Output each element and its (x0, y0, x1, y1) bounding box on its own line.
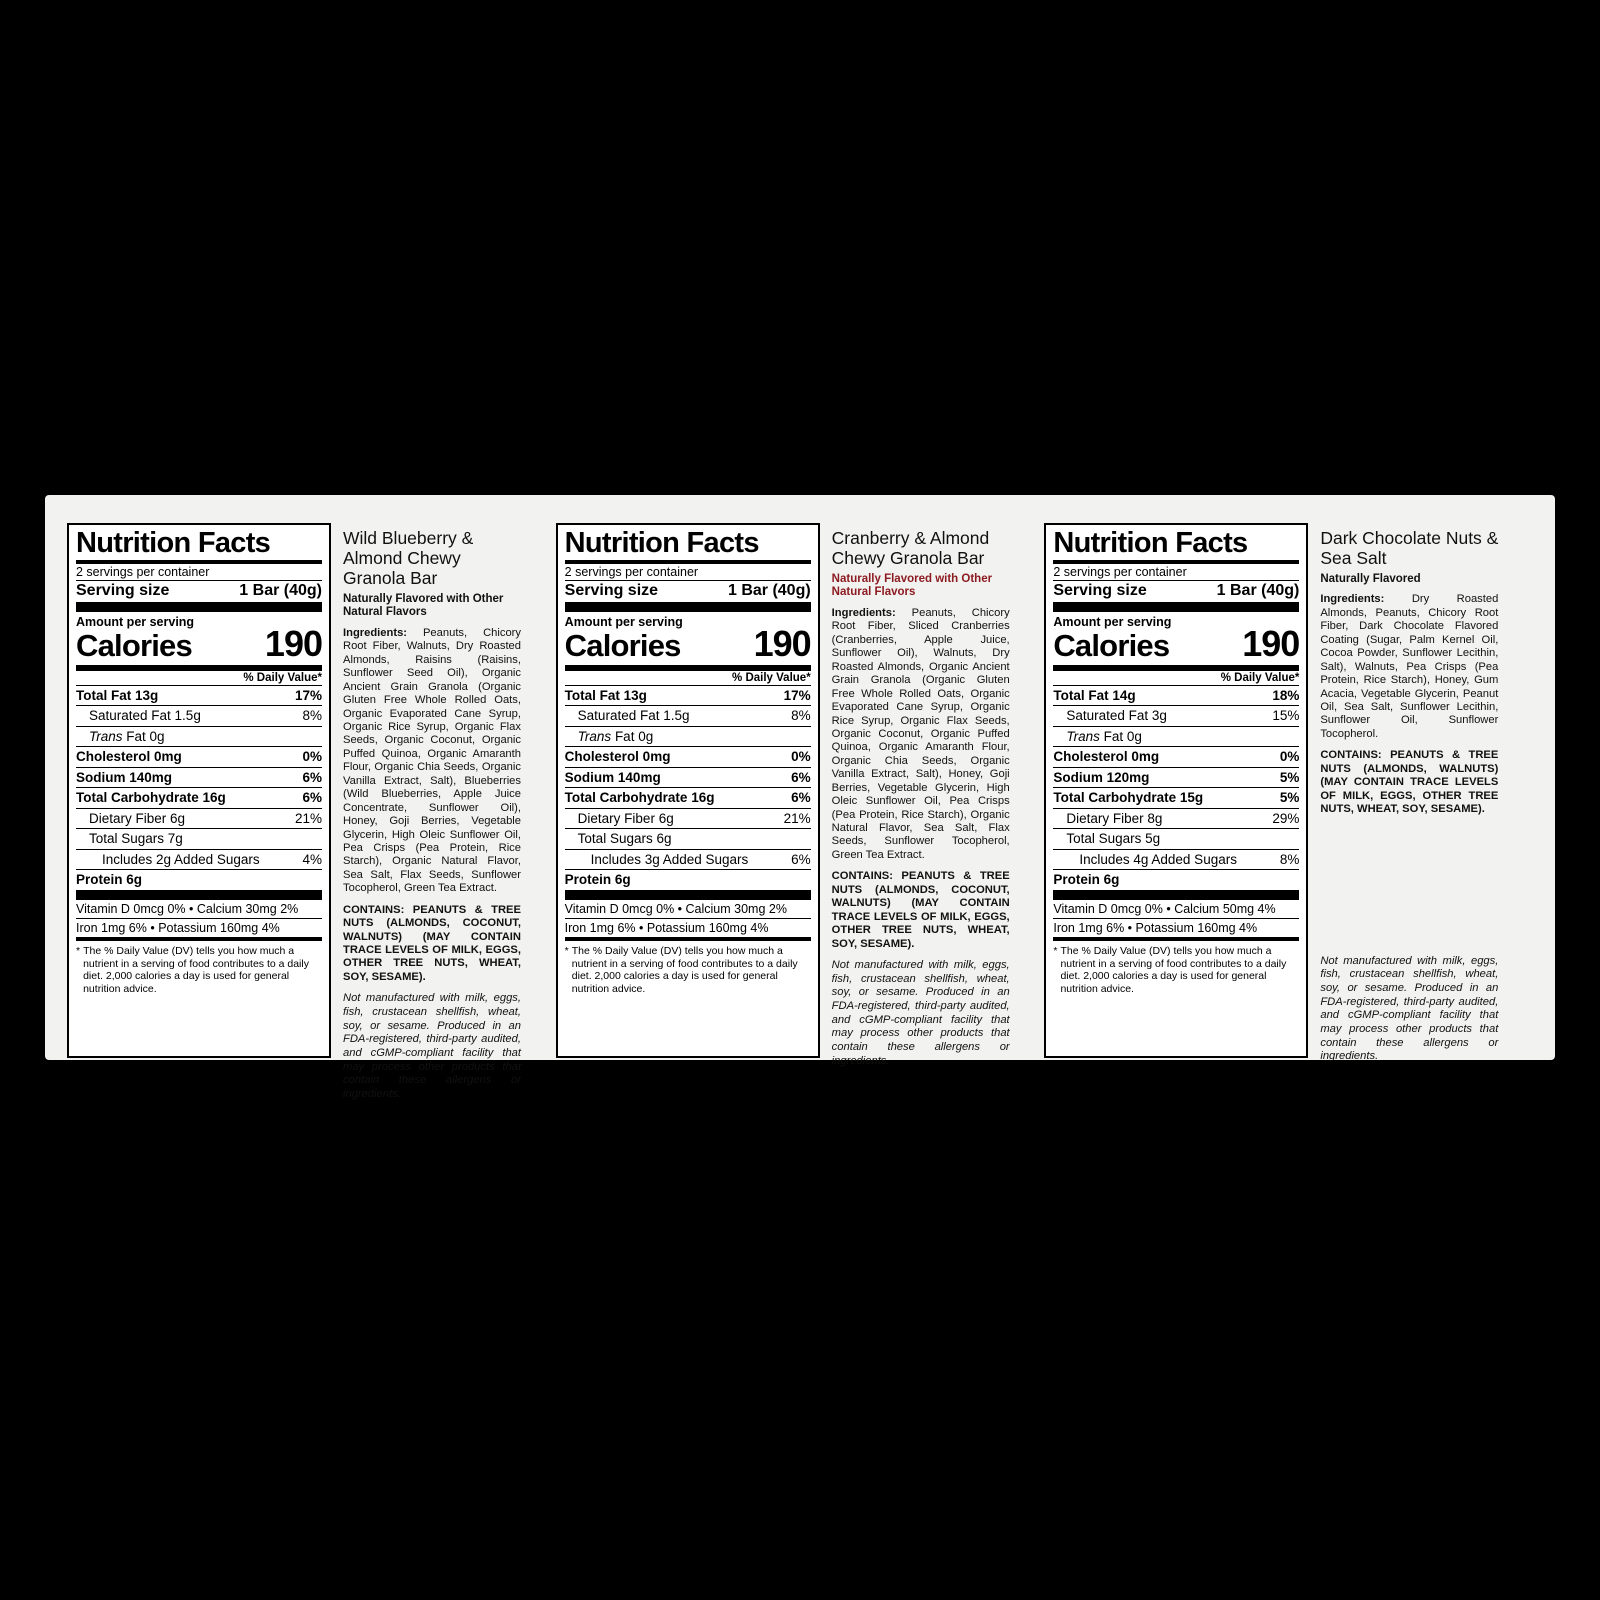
nutrient-label-1-1: Saturated Fat 1.5g (577, 708, 690, 724)
nutrient-row-0-5 (76, 788, 322, 808)
nutrient-row-2-0 (1053, 686, 1299, 706)
package-back-panel (45, 495, 1555, 1100)
nutrient-label-1-5: Total Carbohydrate 16g (564, 790, 715, 806)
nutrient-label-0-3: Cholesterol 0mg (76, 749, 182, 765)
vitamin-text-0-0: Vitamin D 0mcg 0% • Calcium 30mg 2% (76, 901, 299, 916)
not-manufactured-statement-2: Not manufactured with milk, eggs, fish, crustacean shellfish, wheat, soy, or sesame. Produced in an FDA-registered, third-party audited, and cGMP-compliant facility that may process other products that contain these allergens or ingredients. (1320, 954, 1499, 1063)
nutrient-label-2-0: Total Fat 14g (1053, 687, 1136, 703)
ingredients-label-0: Ingredients: (343, 626, 408, 639)
serving-size-label-1: Serving size (564, 581, 659, 599)
calories-row-2 (1053, 623, 1299, 665)
serving-size-label-2: Serving size (1053, 581, 1147, 599)
nutrient-row-2-1 (1053, 706, 1299, 726)
rule-under-protein-2 (1053, 890, 1299, 900)
calories-value-2: 190 (1242, 622, 1300, 664)
nutrient-label-2-3: Cholesterol 0mg (1053, 749, 1160, 765)
contains-statement-1: CONTAINS: PEANUTS & TREE NUTS (ALMONDS, COCONUT, WALNUTS) (MAY CONTAIN TRACE LEVELS OF MILK, EGGS, OTHER TREE NUTS, WHEAT, SOY, SESAME). (831, 870, 1010, 950)
nutrient-label-2-8: Includes 4g Added Sugars (1079, 851, 1237, 867)
nutrient-row-0-6 (76, 809, 322, 829)
nutrient-label-0-7: Total Sugars 7g (89, 831, 183, 847)
nutrition-facts-title-0: Nutrition Facts (76, 527, 271, 559)
nutrient-row-0-0 (76, 686, 322, 706)
nutrient-italic-prefix-2-2: Trans (1066, 728, 1100, 744)
nutrient-label-2-7: Total Sugars 5g (1066, 831, 1161, 847)
vitamin-text-2-1: Iron 1mg 6% • Potassium 160mg 4% (1053, 920, 1258, 935)
product-name-0: Wild Blueberry & Almond Chewy Granola Bar (343, 528, 474, 588)
nutrient-row-1-7 (565, 829, 811, 849)
nutrient-label-0-6: Dietary Fiber 6g (89, 810, 186, 826)
serving-size-value-2: 1 Bar (40g) (1216, 581, 1300, 599)
nutrient-label-1-4: Sodium 140mg (564, 769, 661, 785)
nutrition-facts-title-1: Nutrition Facts (564, 527, 759, 559)
nutrient-row-1-9 (565, 870, 811, 890)
vitamin-text-0-1: Iron 1mg 6% • Potassium 160mg 4% (76, 920, 280, 935)
calories-label-0: Calories (76, 627, 192, 663)
nutrient-dv-1-5: 6% (791, 790, 811, 806)
calories-row-1 (565, 623, 811, 665)
nutrient-row-0-8 (76, 850, 322, 870)
nutrient-row-2-7 (1053, 829, 1299, 849)
nutrient-dv-2-3: 0% (1279, 749, 1300, 765)
nutrient-row-0-4 (76, 768, 322, 788)
nutrient-row-0-7 (76, 829, 322, 849)
nutrient-dv-2-1: 15% (1272, 708, 1300, 724)
serving-size-label-0: Serving size (76, 581, 170, 599)
flavor-note-1: Naturally Flavored with Other Natural Flavors (831, 572, 993, 599)
ingredients-0 (343, 627, 521, 896)
product-info-column-1 (820, 523, 1020, 1067)
vitamin-row-0-0 (76, 900, 322, 918)
ingredients-label-1: Ingredients: (831, 607, 896, 619)
nutrient-italic-prefix-1-2: Trans (577, 728, 612, 744)
serving-size-value-0: 1 Bar (40g) (239, 581, 322, 599)
label-group-1 (556, 523, 1045, 1067)
footnote-text-0: The % Daily Value (DV) tells you how much a nutrient in a serving of food contributes to a daily diet. 2,000 calories a day is used for general nutrition advice. (83, 944, 309, 996)
nutrient-dv-0-8: 4% (302, 851, 322, 867)
daily-value-header-0: % Daily Value* (243, 671, 322, 684)
label-group-0 (67, 523, 556, 1100)
footnote-star-2: * (1053, 944, 1058, 957)
vitamin-row-0-1 (76, 919, 322, 937)
nutrient-row-2-8 (1053, 850, 1299, 870)
nutrient-row-1-0 (565, 686, 811, 706)
nutrient-row-1-4 (565, 768, 811, 788)
nutrient-dv-1-1: 8% (791, 708, 811, 724)
label-columns (45, 495, 1555, 1100)
ingredients-text-1: Peanuts, Chicory Root Fiber, Sliced Cranberries (Cranberries, Apple Juice, Sunflower Oil), Walnuts, Dry Roasted Almonds, Organic Ancient Grain Granola (Organic Gluten Free Whole Rolled Oats, Organic Evaporated Cane Syrup, Organic Rice Syrup, Organic Flax Seeds, Organic Coconut, Organic Puffed Quinoa, Organic Amaranth Flour, Organic Chia Seeds, Organic Vanilla Extract, Salt), Honey, Goji Berries, Vegetable Glycerin, High Oleic Sunflower Oil, Pea Crisps (Pea Protein, Rice Starch), Organic Natural Flavor, Sea Salt, Flax Seeds, Sunflower Tocopherol, Green Tea Extract. (831, 607, 1010, 861)
ingredients-label-2: Ingredients: (1320, 593, 1385, 606)
flavor-note-0: Naturally Flavored with Other Natural Flavors (343, 592, 504, 619)
nutrient-dv-2-6: 29% (1272, 810, 1300, 826)
nutrient-label-0-2: Trans Fat 0g (89, 728, 165, 744)
nutrient-label-2-5: Total Carbohydrate 15g (1053, 790, 1204, 806)
rule-under-serving-size-2 (1053, 602, 1299, 612)
nutrient-row-1-1 (565, 706, 811, 726)
amount-per-serving-1: Amount per serving (564, 614, 683, 629)
nutrient-row-0-1 (76, 706, 322, 726)
nutrition-facts-panel-0 (67, 523, 331, 1058)
product-info-inner-1 (831, 528, 1010, 1067)
nutrient-row-0-2 (76, 727, 322, 747)
nutrient-dv-0-0: 17% (294, 687, 322, 703)
nutrition-facts-title-2: Nutrition Facts (1053, 527, 1248, 559)
footnote-text-2: The % Daily Value (DV) tells you how much a nutrient in a serving of food contributes to a daily diet. 2,000 calories a day is used for general nutrition advice. (1060, 944, 1287, 996)
daily-value-header-1: % Daily Value* (732, 671, 811, 684)
nutrient-label-2-6: Dietary Fiber 8g (1066, 810, 1163, 826)
vitamin-row-1-1 (565, 919, 811, 937)
serving-size-value-1: 1 Bar (40g) (727, 581, 811, 599)
nutrient-label-0-5: Total Carbohydrate 16g (76, 790, 226, 806)
nutrient-row-2-4 (1053, 768, 1299, 788)
nutrient-dv-0-4: 6% (302, 769, 322, 785)
nutrient-dv-1-0: 17% (783, 687, 811, 703)
nutrient-label-1-9: Protein 6g (564, 872, 631, 888)
footnote-0 (76, 941, 322, 996)
spacer-2 (1320, 824, 1498, 954)
footnote-star-1: * (564, 944, 569, 957)
nutrient-dv-2-4: 5% (1279, 769, 1300, 785)
nutrient-dv-0-1: 8% (302, 708, 322, 724)
nutrient-label-1-2: Trans Fat 0g (577, 728, 654, 744)
nutrient-label-1-6: Dietary Fiber 6g (577, 810, 674, 826)
contains-statement-0: CONTAINS: PEANUTS & TREE NUTS (ALMONDS, COCONUT, WALNUTS) (MAY CONTAIN TRACE LEVELS OF MILK, EGGS, OTHER TREE NUTS, WHEAT, SOY, SESAME). (343, 903, 521, 983)
nutrient-label-2-2: Trans Fat 0g (1066, 728, 1142, 744)
nutrient-row-2-3 (1053, 747, 1299, 767)
nutrient-label-0-8: Includes 2g Added Sugars (102, 851, 260, 867)
amount-per-serving-0: Amount per serving (76, 614, 195, 629)
nutrient-label-0-1: Saturated Fat 1.5g (89, 708, 201, 724)
nutrient-dv-2-8: 8% (1279, 851, 1300, 867)
product-info-column-0 (331, 523, 531, 1100)
not-manufactured-statement-0: Not manufactured with milk, eggs, fish, crustacean shellfish, wheat, soy, or sesame. Produced in an FDA-registered, third-party audited, and cGMP-compliant facility that may process other products that contain these allergens or ingredients. (343, 992, 521, 1100)
nutrient-row-1-8 (565, 850, 811, 870)
nutrient-label-2-4: Sodium 120mg (1053, 769, 1150, 785)
nutrient-row-1-6 (565, 809, 811, 829)
contains-statement-2: CONTAINS: PEANUTS & TREE NUTS (ALMONDS, WALNUTS) (MAY CONTAIN TRACE LEVELS OF MILK, EGGS, OTHER TREE NUTS, WHEAT, SOY, SESAME). (1320, 749, 1499, 815)
nutrient-row-0-3 (76, 747, 322, 767)
nutrient-label-1-7: Total Sugars 6g (577, 831, 672, 847)
ingredients-2 (1320, 593, 1498, 741)
nutrient-row-2-9 (1053, 870, 1299, 890)
nutrient-dv-0-6: 21% (294, 810, 322, 826)
footnote-2 (1053, 941, 1299, 996)
label-group-2 (1044, 523, 1533, 1063)
nutrient-label-0-9: Protein 6g (76, 872, 143, 888)
nutrition-facts-panel-1 (556, 523, 820, 1058)
nutrient-dv-2-0: 18% (1272, 687, 1300, 703)
nutrient-dv-1-3: 0% (791, 749, 811, 765)
serving-size-row-2 (1053, 581, 1299, 602)
rule-under-protein-0 (76, 890, 322, 900)
calories-label-1: Calories (564, 627, 681, 663)
nutrient-label-2-1: Saturated Fat 3g (1066, 708, 1167, 724)
nutrient-label-1-8: Includes 3g Added Sugars (590, 851, 749, 867)
servings-per-container-1: 2 servings per container (564, 564, 699, 579)
product-info-inner-0 (343, 528, 521, 1100)
product-info-inner-2 (1320, 529, 1498, 1064)
servings-per-container-2: 2 servings per container (1053, 564, 1187, 579)
nutrient-row-2-2 (1053, 727, 1299, 747)
ingredients-text-2: Dry Roasted Almonds, Peanuts, Chicory Root Fiber, Dark Chocolate Flavored Coating (Sugar, Palm Kernel Oil, Cocoa Powder, Sunflower Lecithin, Salt), Walnuts, Pea Crisps (Pea Protein, Rice Starch), Honey, Gum Acacia, Vegetable Glycerin, Peanut Oil, Sea Salt, Sunflower Lecithin, Sunflower Oil, Sunflower Tocopherol. (1320, 593, 1499, 740)
not-manufactured-statement-1: Not manufactured with milk, eggs, fish, crustacean shellfish, wheat, soy, or sesame. Produced in an FDA-registered, third-party audited, and cGMP-compliant facility that may process other products that contain these allergens or ingredients. (831, 958, 1010, 1067)
vitamin-text-1-0: Vitamin D 0mcg 0% • Calcium 30mg 2% (564, 901, 787, 916)
nutrient-row-1-2 (565, 727, 811, 747)
rule-under-serving-size-1 (565, 602, 811, 612)
nutrient-label-1-3: Cholesterol 0mg (564, 749, 671, 765)
nutrient-dv-0-3: 0% (302, 749, 322, 765)
flavor-note-2: Naturally Flavored (1320, 572, 1421, 585)
ingredients-1 (832, 607, 1010, 862)
amount-per-serving-2: Amount per serving (1053, 614, 1172, 629)
vitamin-row-2-1 (1053, 919, 1299, 937)
ingredients-text-0: Peanuts, Chicory Root Fiber, Walnuts, Dry Roasted Almonds, Raisins (Raisins, Sunflower Seed Oil), Organic Ancient Grain Granola (Organic Gluten Free Whole Rolled Oats, Organic Evaporated Cane Syrup, Organic Rice Syrup, Organic Flax Seeds, Organic Coconut, Organic Puffed Quinoa, Organic Amaranth Flour, Organic Chia Seeds, Organic Vanilla Extract, Salt), Blueberries (Wild Blueberries, Apple Juice Concentrate, Sunflower Oil), Honey, Goji Berries, Vegetable Glycerin, High Oleic Sunflower Oil, Pea Crisps (Pea Protein, Rice Starch), Organic Natural Flavor, Sea Salt, Flax Seeds, Sunflower Tocopherol, Green Tea Extract. (343, 626, 521, 895)
rule-under-protein-1 (565, 890, 811, 900)
nutrient-row-0-9 (76, 870, 322, 890)
serving-size-row-1 (565, 581, 811, 602)
vitamin-row-2-0 (1053, 900, 1299, 918)
calories-label-2: Calories (1053, 627, 1170, 663)
nutrient-dv-1-4: 6% (791, 769, 811, 785)
nutrition-facts-panel-2 (1044, 523, 1308, 1058)
serving-size-row-0 (76, 581, 322, 602)
footnote-star-0: * (76, 944, 81, 957)
nutrient-label-2-9: Protein 6g (1053, 872, 1120, 888)
nutrient-label-0-0: Total Fat 13g (76, 687, 159, 703)
footnote-1 (565, 941, 811, 996)
product-name-1: Cranberry & Almond Chewy Granola Bar (831, 528, 990, 568)
product-name-2: Dark Chocolate Nuts & Sea Salt (1320, 528, 1499, 568)
product-info-column-2 (1308, 523, 1508, 1063)
calories-value-1: 190 (753, 622, 811, 664)
nutrient-row-2-6 (1053, 809, 1299, 829)
nutrient-dv-1-6: 21% (783, 810, 811, 826)
nutrient-label-1-0: Total Fat 13g (564, 687, 647, 703)
calories-value-0: 190 (264, 622, 322, 664)
nutrient-italic-prefix-0-2: Trans (89, 728, 123, 744)
vitamin-text-2-0: Vitamin D 0mcg 0% • Calcium 50mg 4% (1053, 901, 1276, 916)
nutrient-dv-1-8: 6% (791, 851, 811, 867)
vitamin-row-1-0 (565, 900, 811, 918)
nutrient-row-1-5 (565, 788, 811, 808)
calories-row-0 (76, 623, 322, 665)
nutrient-row-2-5 (1053, 788, 1299, 808)
nutrient-label-0-4: Sodium 140mg (76, 769, 173, 785)
servings-per-container-0: 2 servings per container (76, 564, 210, 579)
nutrient-dv-0-5: 6% (302, 790, 322, 806)
footnote-text-1: The % Daily Value (DV) tells you how much a nutrient in a serving of food contributes to a daily diet. 2,000 calories a day is used for general nutrition advice. (571, 944, 798, 996)
nutrient-row-1-3 (565, 747, 811, 767)
daily-value-header-2: % Daily Value* (1220, 671, 1300, 684)
vitamin-text-1-1: Iron 1mg 6% • Potassium 160mg 4% (564, 920, 769, 935)
rule-under-serving-size-0 (76, 602, 322, 612)
nutrient-dv-2-5: 5% (1279, 790, 1300, 806)
